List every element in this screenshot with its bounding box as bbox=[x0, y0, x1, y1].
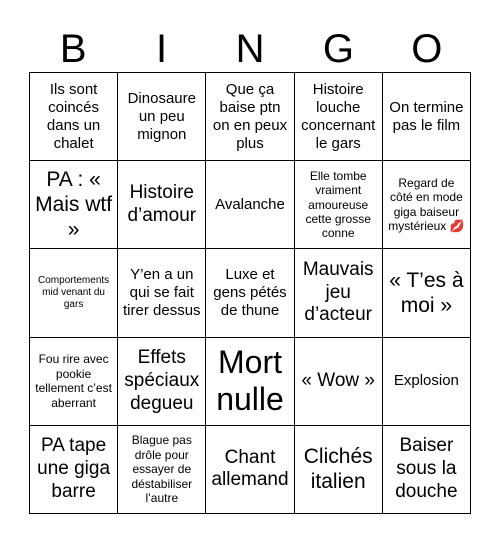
bingo-cell[interactable]: « T’es à moi » bbox=[383, 249, 471, 337]
header-letter-b: B bbox=[59, 27, 87, 71]
bingo-cell[interactable]: Clichés italien bbox=[295, 426, 383, 514]
bingo-cell[interactable]: Chant allemand bbox=[206, 426, 294, 514]
bingo-cell[interactable]: Blague pas drôle pour essayer de déstabiliser l’autre bbox=[118, 426, 206, 514]
bingo-cell[interactable]: Histoire louche concernant le gars bbox=[295, 73, 383, 161]
bingo-cell[interactable]: Elle tombe vraiment amoureuse cette grosse conne bbox=[295, 161, 383, 249]
bingo-cell[interactable]: Regard de côté en mode giga baiseur mystérieux 💋 bbox=[383, 161, 471, 249]
bingo-cell[interactable]: Luxe et gens pétés de thune bbox=[206, 249, 294, 337]
bingo-cell[interactable]: « Wow » bbox=[295, 338, 383, 426]
bingo-cell[interactable]: Comportements mid venant du gars bbox=[30, 249, 118, 337]
bingo-cell[interactable]: PA : « Mais wtf » bbox=[30, 161, 118, 249]
bingo-cell[interactable]: Y’en a un qui se fait tirer dessus bbox=[118, 249, 206, 337]
bingo-cell[interactable]: Explosion bbox=[383, 338, 471, 426]
bingo-cell[interactable]: Mauvais jeu d’acteur bbox=[295, 249, 383, 337]
header-letter-i: I bbox=[156, 27, 168, 71]
bingo-cell[interactable]: Dinosaure un peu mignon bbox=[118, 73, 206, 161]
bingo-cell[interactable]: Effets spéciaux degueu bbox=[118, 338, 206, 426]
bingo-cell[interactable]: On termine pas le film bbox=[383, 73, 471, 161]
bingo-cell[interactable]: Histoire d’amour bbox=[118, 161, 206, 249]
bingo-header bbox=[29, 26, 471, 72]
bingo-cell[interactable]: Que ça baise ptn on en peux plus bbox=[206, 73, 294, 161]
bingo-grid bbox=[29, 72, 471, 514]
bingo-cell[interactable]: Ils sont coincés dans un chalet bbox=[30, 73, 118, 161]
bingo-cell[interactable]: Baiser sous la douche bbox=[383, 426, 471, 514]
bingo-cell[interactable]: Avalanche bbox=[206, 161, 294, 249]
header-letter-g: G bbox=[322, 27, 354, 71]
bingo-cell[interactable]: PA tape une giga barre bbox=[30, 426, 118, 514]
header-letter-n: N bbox=[235, 27, 265, 71]
bingo-cell[interactable]: Mort nulle bbox=[206, 338, 294, 426]
bingo-cell[interactable]: Fou rire avec pookie tellement c’est aberrant bbox=[30, 338, 118, 426]
header-letter-o: O bbox=[411, 27, 443, 71]
